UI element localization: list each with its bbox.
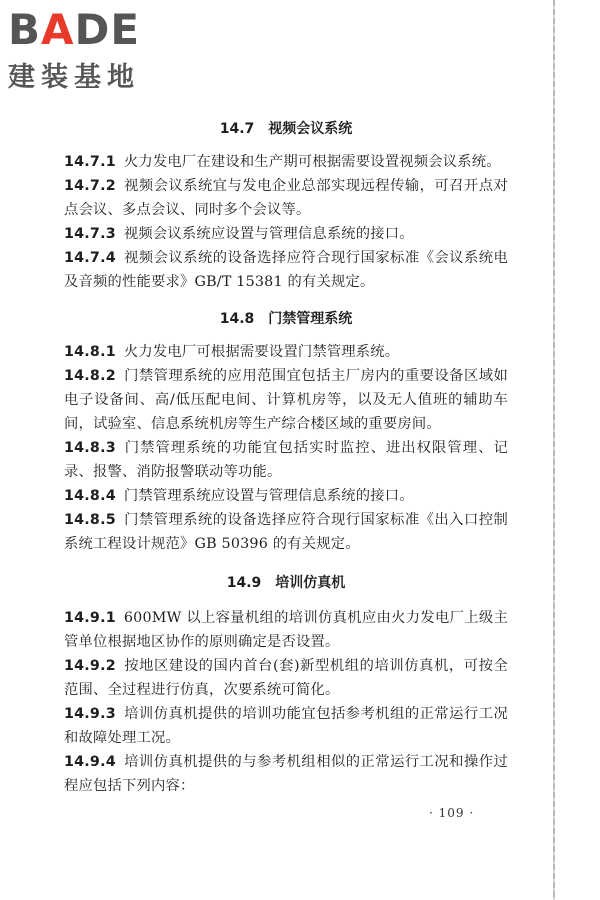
clause-14-7-2: 14.7.2 视频会议系统宜与发电企业总部实现远程传输，可召开点对点会议、多点会议、同时多个会议等。	[64, 178, 508, 218]
clause-14-8-5: 14.8.5 门禁管理系统的设备选择应符合现行国家标准《出入口控制系统工程设计规范》GB 50396 的有关规定。	[64, 512, 508, 552]
logo-wordmark	[8, 6, 140, 54]
clause-14-8-2: 14.8.2 门禁管理系统的应用范围宜包括主厂房内的重要设备区域如电子设备间、高/低压配电间、计算机房等，以及无人值班的辅助车间，试验室、信息系统机房等生产综合楼区域的重要房间。	[64, 368, 508, 432]
clause-14-8-3: 14.8.3 门禁管理系统的功能宜包括实时监控、进出权限管理、记录、报警、消防报警联动等功能。	[64, 440, 508, 480]
clause-14-9-2: 14.9.2 按地区建设的国内首台(套)新型机组的培训仿真机，可按全范围、全过程进行仿真，次要系统可简化。	[64, 658, 508, 698]
clause-14-7-1: 14.7.1 火力发电厂在建设和生产期可根据需要设置视频会议系统。	[64, 154, 501, 170]
page-number: · 109 ·	[429, 806, 475, 820]
clause-14-8-4: 14.8.4 门禁管理系统应设置与管理信息系统的接口。	[64, 488, 414, 504]
logo-letter-b: B	[8, 5, 42, 54]
clause-14-9-4: 14.9.4 培训仿真机提供的与参考机组相似的正常运行工况和操作过程应包括下列内容：	[64, 754, 508, 794]
section-heading-14-7: 14.7 视频会议系统	[219, 121, 353, 137]
document-body	[64, 112, 508, 798]
section-heading-14-9: 14.9 培训仿真机	[226, 575, 346, 591]
logo-subtitle: 建装基地	[8, 62, 140, 93]
scan-edge-line	[553, 0, 555, 900]
logo-letters-de: DE	[74, 5, 141, 54]
clause-14-9-3: 14.9.3 培训仿真机提供的培训功能宜包括参考机组的正常运行工况和故障处理工况。	[64, 706, 508, 746]
clause-14-8-1: 14.8.1 火力发电厂可根据需要设置门禁管理系统。	[64, 344, 400, 360]
logo	[8, 6, 178, 96]
section-heading-14-8: 14.8 门禁管理系统	[219, 311, 353, 327]
clause-14-7-4: 14.7.4 视频会议系统的设备选择应符合现行国家标准《会议系统电及音频的性能要求》GB/T 15381 的有关规定。	[64, 250, 508, 290]
logo-letter-a: A	[41, 5, 75, 54]
clause-14-7-3: 14.7.3 视频会议系统应设置与管理信息系统的接口。	[64, 226, 414, 242]
clause-14-9-1: 14.9.1 600MW 以上容量机组的培训仿真机应由火力发电厂上级主管单位根据地区协作的原则确定是否设置。	[64, 610, 508, 650]
